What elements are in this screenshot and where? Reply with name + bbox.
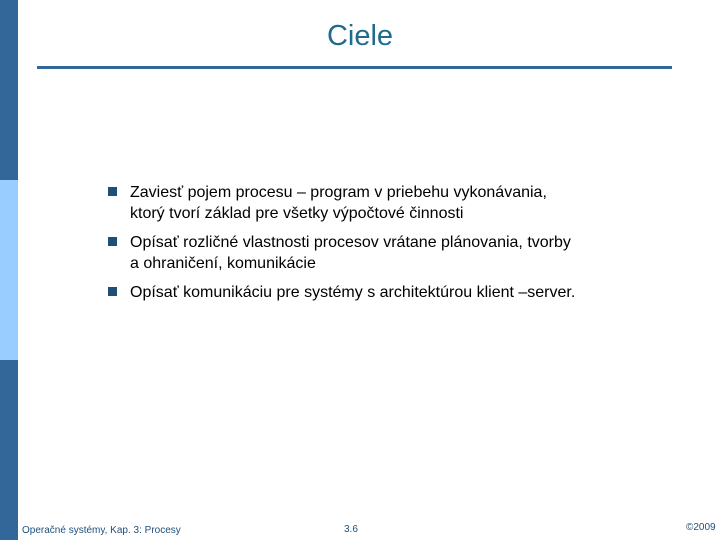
bullet-item xyxy=(108,182,688,224)
square-bullet-icon xyxy=(108,187,117,196)
footer-course-title: Operačné systémy, Kap. 3: Procesy xyxy=(22,525,181,536)
footer-copyright: ©2009 xyxy=(686,522,716,533)
footer-slide-number: 3.6 xyxy=(344,524,358,535)
slide-title: Ciele xyxy=(326,20,394,52)
bullet-line: ktorý tvorí základ pre všetky výpočtové činnosti xyxy=(130,205,464,222)
square-bullet-icon xyxy=(108,287,117,296)
bullet-line: Zaviesť pojem procesu – program v priebehu vykonávania, xyxy=(130,184,547,201)
square-bullet-icon xyxy=(108,237,117,246)
side-bar-segment-bottom xyxy=(0,360,18,540)
side-accent-bar xyxy=(0,0,18,540)
title-underline xyxy=(37,66,672,69)
bullet-line: a ohraničení, komunikácie xyxy=(130,255,316,272)
bullet-line: Opísať komunikáciu pre systémy s architektúrou klient –server. xyxy=(130,284,576,301)
side-bar-segment-middle xyxy=(0,180,18,360)
bullet-list xyxy=(108,182,688,311)
bullet-line: Opísať rozličné vlastnosti procesov vrátane plánovania, tvorby xyxy=(130,234,571,251)
bullet-item xyxy=(108,282,688,303)
bullet-item xyxy=(108,232,688,274)
